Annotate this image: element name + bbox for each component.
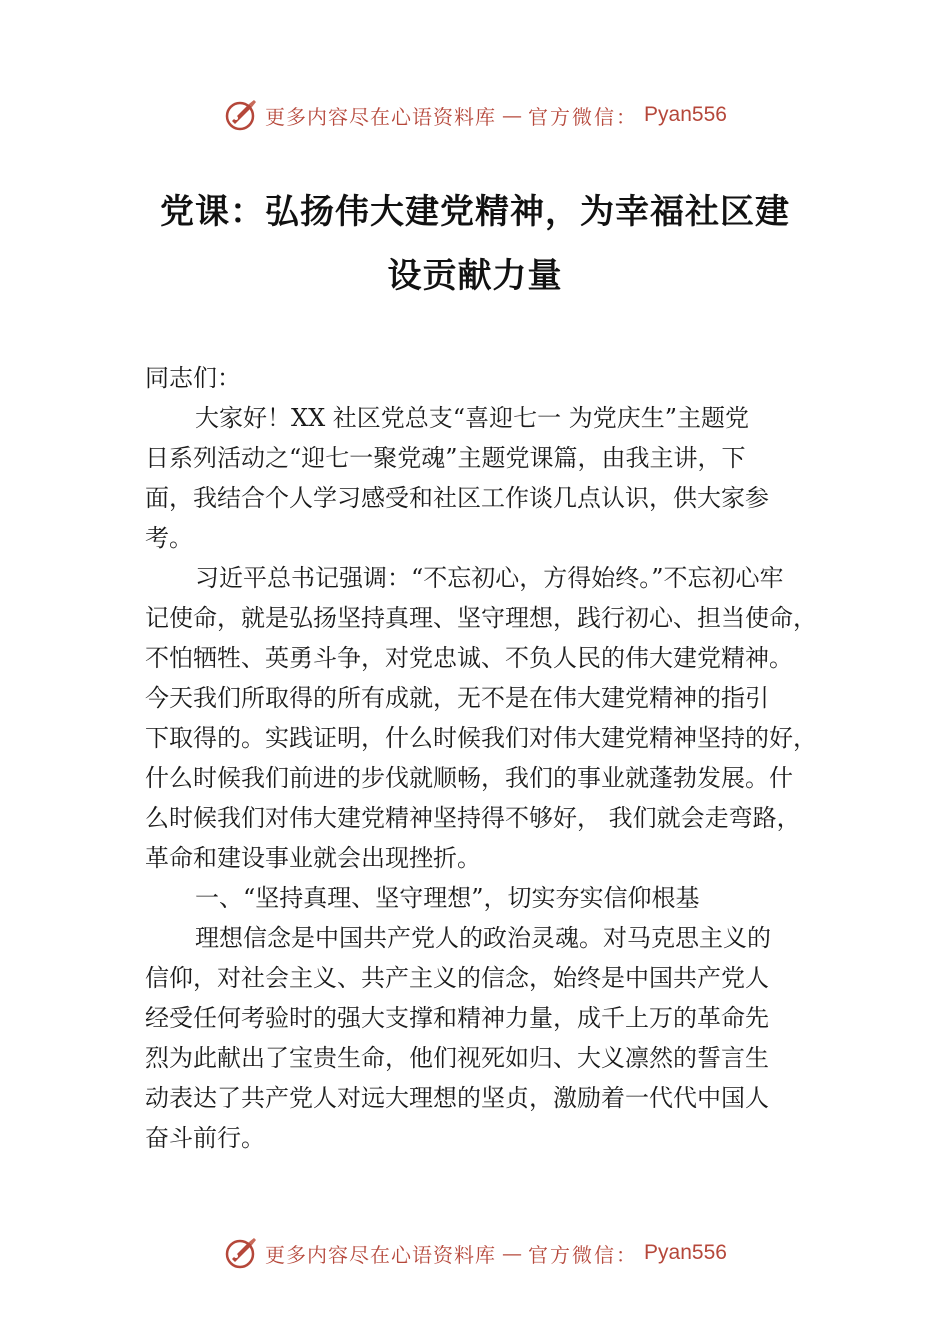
banner-separator: —	[502, 1241, 523, 1265]
title-line: 党课：弘扬伟大建党精神，为幸福社区建	[160, 192, 790, 232]
banner-text: 更多内容尽在心语资料库	[265, 104, 497, 129]
paragraph-line: 考。	[145, 524, 193, 552]
paragraph-2	[145, 558, 835, 878]
paragraph-line: 大家好！XX 社区党总支“喜迎七一 为党庆生”主题党	[195, 404, 749, 432]
paragraph-line: 习近平总书记强调：“不忘初心，方得始终。”不忘初心牢	[195, 564, 784, 592]
greeting-line: 同志们：	[145, 364, 241, 392]
document-title	[145, 180, 805, 308]
paragraph-line: 革命和建设事业就会出现挫折。	[145, 844, 481, 872]
greeting	[145, 358, 835, 398]
banner-text: 更多内容尽在心语资料库	[265, 1242, 497, 1267]
paragraph-line: 经受任何考验时的强大支撑和精神力量，成千上万的革命先	[145, 1004, 769, 1032]
paragraph-line: 下取得的。实践证明，什么时候我们对伟大建党精神坚持的好，	[145, 724, 817, 752]
section-heading-1	[145, 878, 835, 918]
paragraph-line: 面，我结合个人学习感受和社区工作谈几点认识，供大家参	[145, 484, 769, 512]
logo-icon	[223, 97, 259, 133]
banner-wechat-id: Pyan556	[644, 1241, 727, 1264]
paragraph-1	[145, 398, 835, 558]
paragraph-line: 烈为此献出了宝贵生命，他们视死如归、大义凛然的誓言生	[145, 1044, 769, 1072]
paragraph-line: 么时候我们对伟大建党精神坚持得不够好， 我们就会走弯路，	[145, 804, 801, 832]
footer-banner	[0, 1233, 950, 1273]
banner-separator: —	[502, 103, 523, 127]
banner-wechat-label: 官方微信：	[528, 104, 639, 129]
header-banner	[0, 95, 950, 135]
paragraph-line: 不怕牺牲、英勇斗争，对党忠诚、不负人民的伟大建党精神。	[145, 644, 793, 672]
banner-wechat-id: Pyan556	[644, 103, 727, 126]
paragraph-line: 理想信念是中国共产党人的政治灵魂。对马克思主义的	[195, 924, 771, 952]
paragraph-3	[145, 918, 835, 1158]
title-line: 设贡献力量	[387, 256, 563, 296]
paragraph-line: 信仰，对社会主义、共产主义的信念，始终是中国共产党人	[145, 964, 769, 992]
banner-wechat-label: 官方微信：	[528, 1242, 639, 1267]
logo-icon	[223, 1235, 259, 1271]
paragraph-line: 动表达了共产党人对远大理想的坚贞，激励着一代代中国人	[145, 1084, 769, 1112]
section-heading-line: 一、“坚持真理、坚守理想”，切实夯实信仰根基	[195, 884, 700, 912]
paragraph-line: 今天我们所取得的所有成就，无不是在伟大建党精神的指引	[145, 684, 769, 712]
paragraph-line: 奋斗前行。	[145, 1124, 265, 1152]
paragraph-line: 什么时候我们前进的步伐就顺畅，我们的事业就蓬勃发展。什	[145, 764, 793, 792]
paragraph-line: 记使命，就是弘扬坚持真理、坚守理想，践行初心、担当使命，	[145, 604, 817, 632]
document-body	[145, 358, 835, 1158]
paragraph-line: 日系列活动之“迎七一聚党魂”主题党课篇，由我主讲，下	[145, 444, 746, 472]
